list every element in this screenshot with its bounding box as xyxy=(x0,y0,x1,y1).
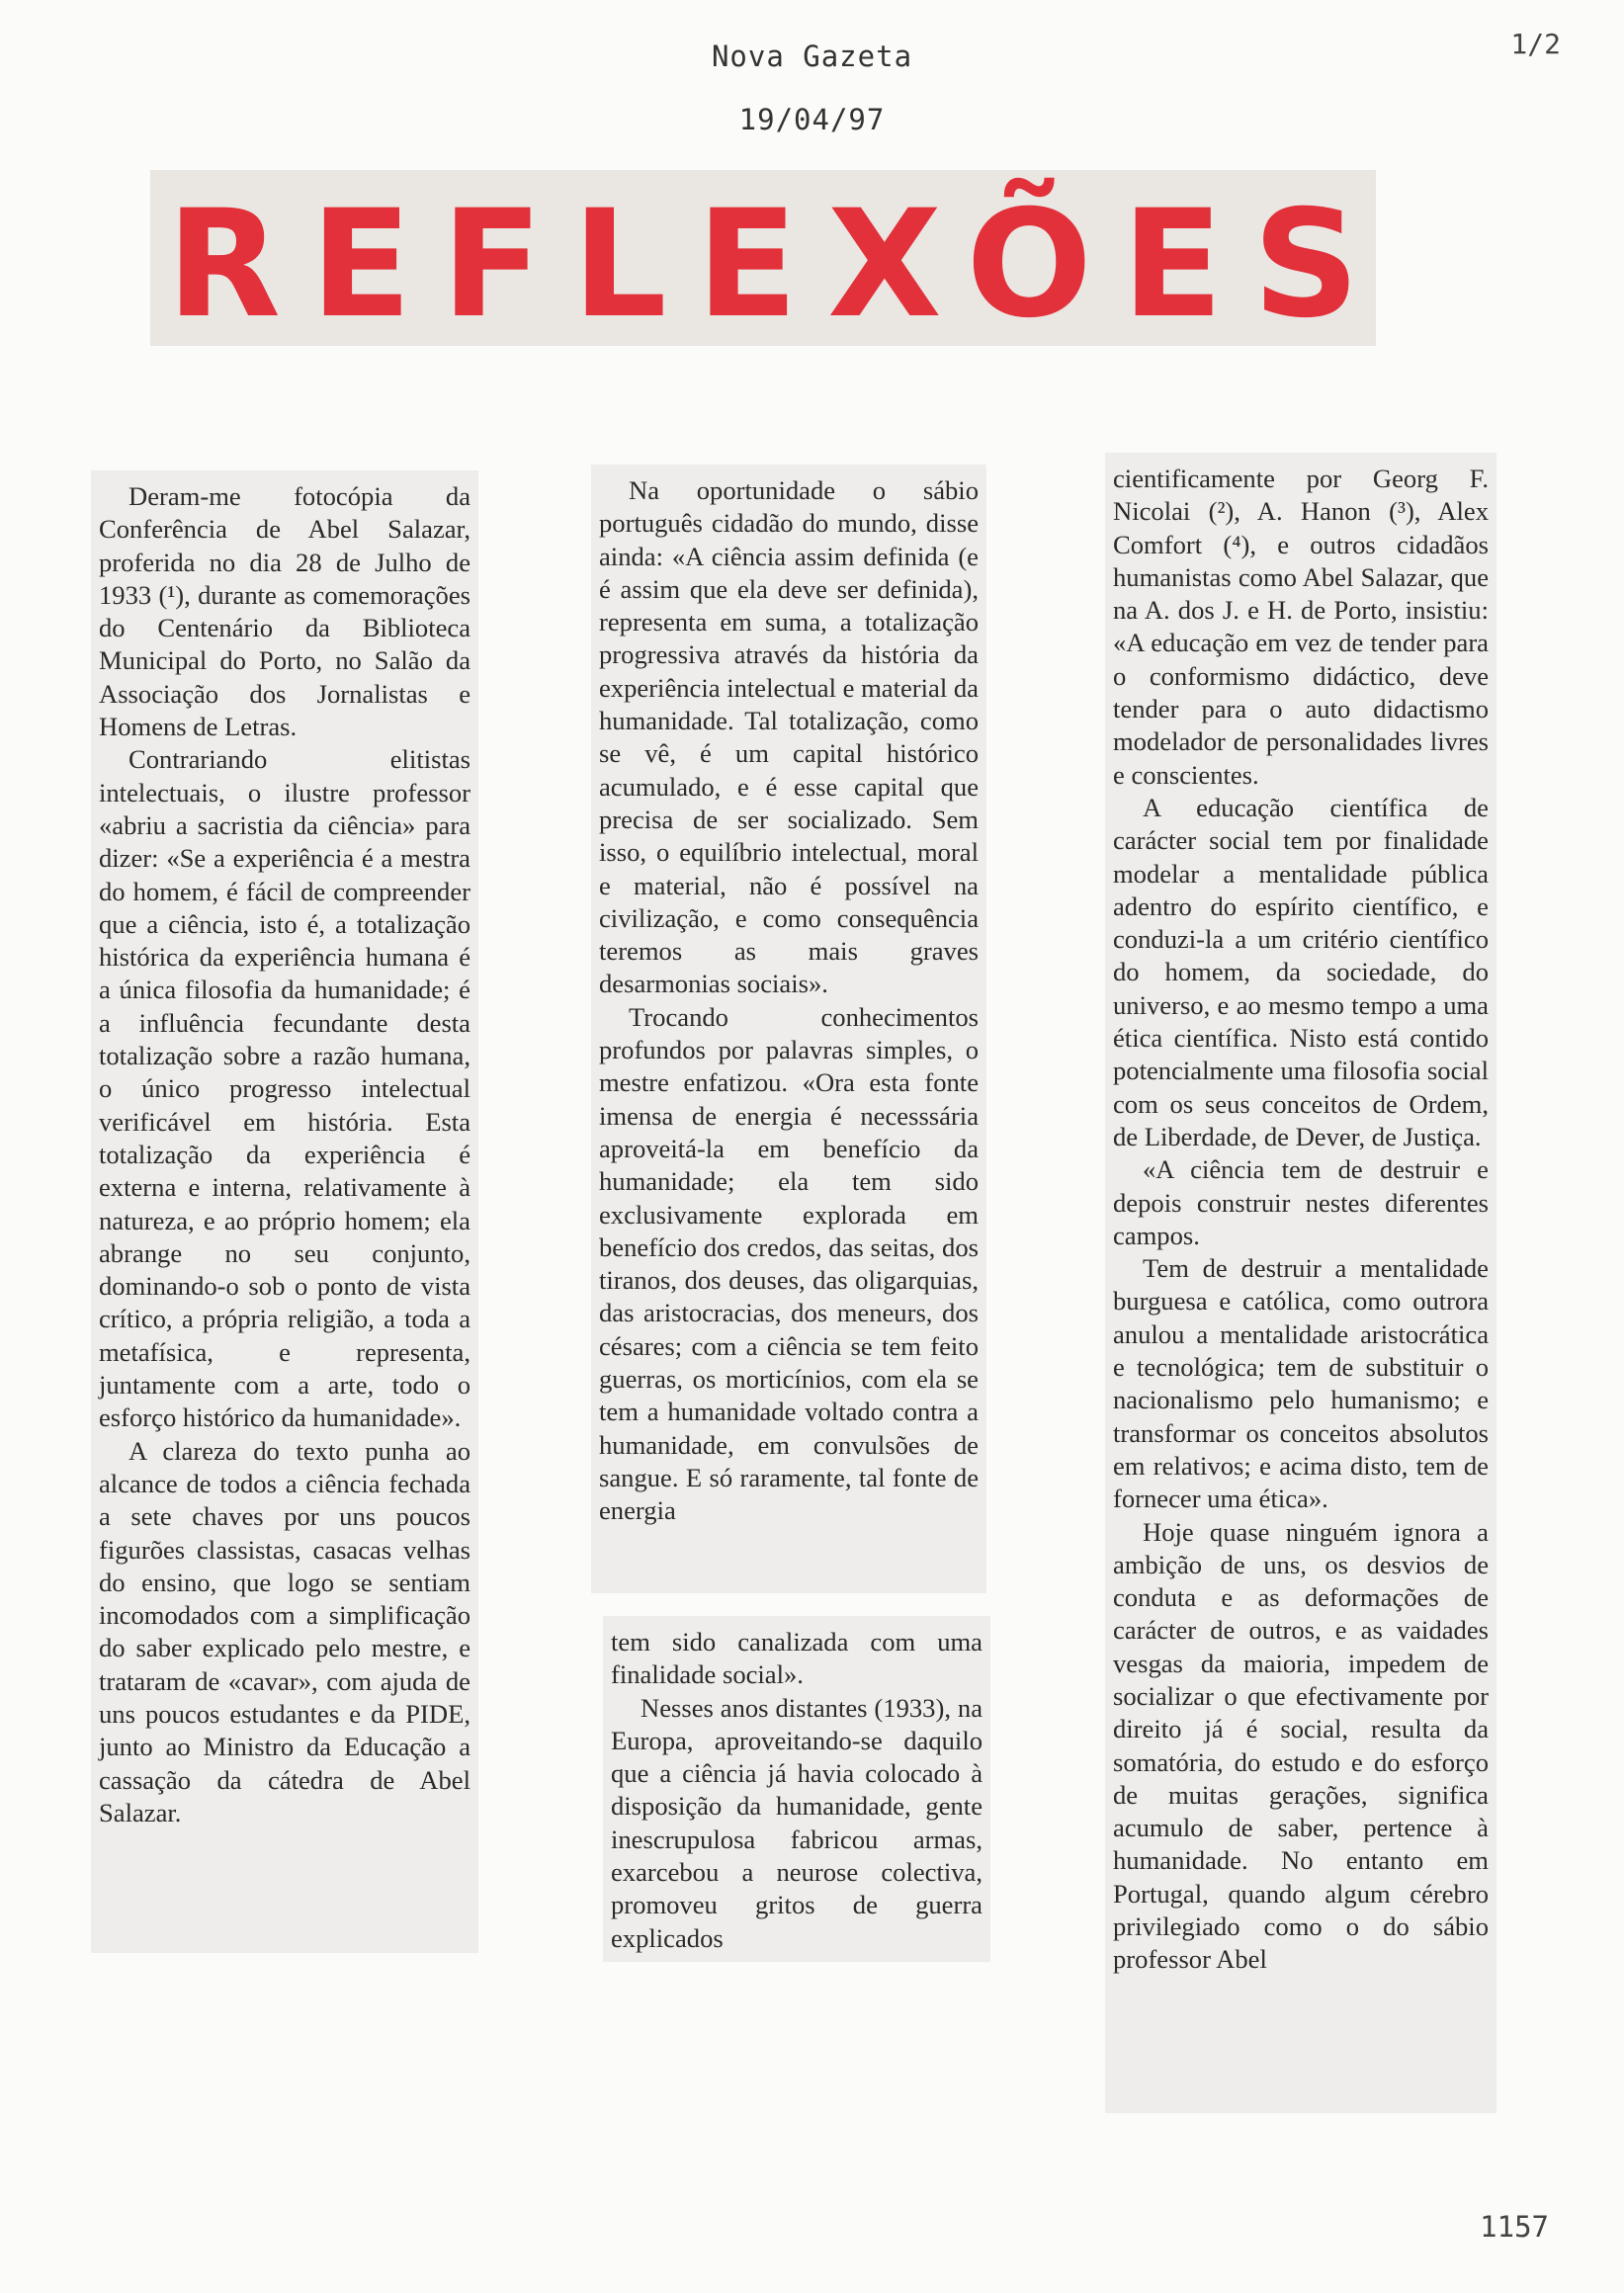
page-count: 1/2 xyxy=(1510,28,1561,60)
article-column-1 xyxy=(91,470,478,1953)
article-column-3 xyxy=(1105,453,1496,2113)
paragraph: A clareza do texto punha ao alcance de todos a ciência fechada a sete chaves por uns poucos figurões classistas, casacas velhas do ensino, que logo se sentiam incomodados com a simplificação do saber explicado pelo mestre, e trataram de «cavar», com ajuda de uns poucos estudantes e da PIDE, junto ao Ministro da Educação a cassação da cátedra de Abel Salazar. xyxy=(99,1435,470,1827)
article-column-2-bottom xyxy=(603,1616,990,1962)
paragraph: Nesses anos distantes (1933), na Europa, aproveitando-se daquilo que a ciência já havia colocado à disposição da humanidade, gente inescrupulosa fabricou armas, exarcebou a neurose colectiva, promoveu gritos de guerra explicados xyxy=(611,1692,983,1953)
archive-page-number: 1157 xyxy=(1480,2210,1549,2244)
publication-date: 19/04/97 xyxy=(738,103,886,136)
headline: REFLEXÕES xyxy=(166,179,1390,351)
paragraph: Deram-me fotocópia da Conferência de Abel Salazar, proferida no dia 28 de Julho de 1933 (¹), durante as comemorações do Centenário da Biblioteca Municipal do Porto, no Salão da Associação dos Jornalistas e Homens de Letras. xyxy=(99,481,470,742)
paragraph: «A ciência tem de destruir e depois construir nestes diferentes campos. xyxy=(1113,1154,1489,1250)
paragraph: tem sido canalizada com uma finalidade social». xyxy=(611,1627,983,1690)
paragraph: Na oportunidade o sábio português cidadão do mundo, disse ainda: «A ciência assim definida (e é assim que ela deve ser definida), representa em suma, a totalização progressiva através da história da experiência intelectual e material da humanidade. Tal totalização, como se vê, é um capital histórico acumulado, e é esse capital que precisa de ser socializado. Sem isso, o equilíbrio intelectual, moral e material, não é possível na civilização, e como consequência teremos as mais graves desarmonias sociais». xyxy=(599,475,979,999)
paragraph: cientificamente por Georg F. Nicolai (²), A. Hanon (³), Alex Comfort (⁴), e outros cidadãos humanistas como Abel Salazar, que na A. dos J. e H. de Porto, insistiu: «A educação em vez de tender para o conformismo didáctico, deve tender para o auto didactismo modelador de personalidades livres e conscientes. xyxy=(1113,464,1489,790)
paragraph: Hoje quase ninguém ignora a ambição de uns, os desvios de conduta e as deformações de carácter de outros, e as vaidades vesgas da maioria, impedem de socializar o que efectivamente por direito já é social, resulta da somatória, do estudo e do esforço de muitas gerações, significa acumulo de saber, pertence à humanidade. No entanto em Portugal, quando algum cérebro privilegiado como o do sábio professor Abel xyxy=(1113,1516,1489,1975)
headline-banner xyxy=(150,170,1390,351)
paragraph: Contrariando elitistas intelectuais, o ilustre professor «abriu a sacristia da ciência» para dizer: «Se a experiência é a mestra do homem, é fácil de compreender que a ciência, isto é, a totalização histórica da experiência humana é a única filosofia da humanidade; é a influência fecundante desta totalização sobre a razão humana, o único progresso intelectual verificável em história. Esta totalização da experiência é externa e interna, relativamente à natureza, e ao próprio homem; ela abrange no seu conjunto, dominando-o sob o ponto de vista crítico, a própria religião, a toda a metafísica, e representa, juntamente com a arte, todo o esforço histórico da humanidade». xyxy=(99,744,470,1433)
newspaper-name: Nova Gazeta xyxy=(711,40,913,73)
article-column-2-top xyxy=(591,465,986,1593)
paragraph: Tem de destruir a mentalidade burguesa e católica, como outrora anulou a mentalidade aristocrática e tecnológica; tem de substituir o nacionalismo pelo humanismo; e transformar os conceitos absolutos em relativos; e acima disto, tem de fornecer uma ética». xyxy=(1113,1253,1489,1514)
paragraph: A educação científica de carácter social tem por finalidade modelar a mentalidade pública adentro do espírito científico, e conduzi-la a um critério científico do homem, da sociedade, do universo, e ao mesmo tempo a uma ética científica. Nisto está contido potencialmente uma filosofia social com os seus conceitos de Ordem, de Liberdade, de Dever, de Justiça. xyxy=(1113,792,1489,1151)
paragraph: Trocando conhecimentos profundos por palavras simples, o mestre enfatizou. «Ora esta fonte imensa de energia é necesssária aproveitá-la em benefício da humanidade; ela tem sido exclusivamente explorada em benefício dos credos, das seitas, dos tiranos, dos deuses, das oligarquias, das aristocracias, dos meneurs, dos césares; com a ciência se tem feito guerras, os morticínios, com ela se tem a humanidade voltado contra a humanidade, em convulsões de sangue. E só raramente, tal fonte de energia xyxy=(599,1001,979,1526)
